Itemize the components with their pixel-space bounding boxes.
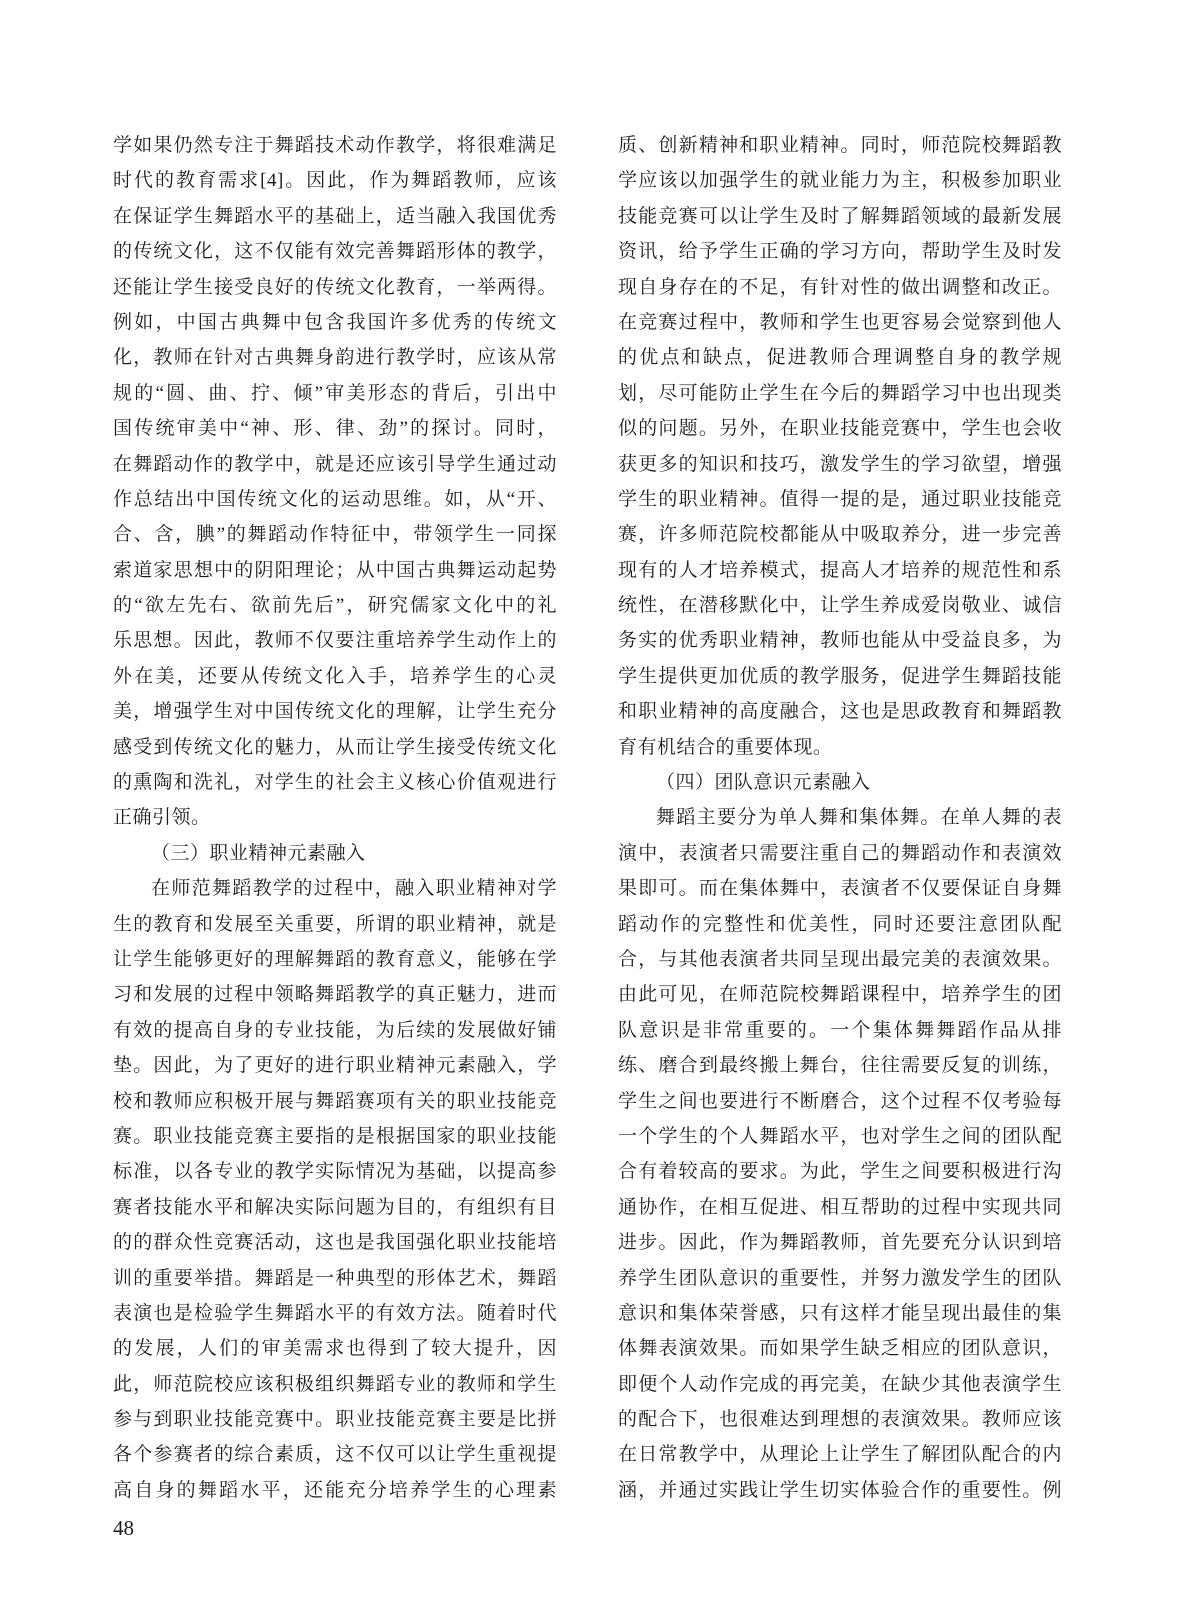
- text-line: 果即可。而在集体舞中，表演者不仅要保证自身舞: [618, 878, 1062, 900]
- text-line: 的优点和缺点，促进教师合理调整自身的教学规: [618, 347, 1062, 369]
- text-line: 统性，在潜移默化中，让学生养成爱岗敬业、诚信: [618, 595, 1062, 617]
- text-line: 学生提供更加优质的教学服务，促进学生舞蹈技能: [618, 665, 1062, 687]
- text-line: 高自身的舞蹈水平，还能充分培养学生的心理素: [113, 1479, 557, 1501]
- text-line: 似的问题。另外，在职业技能竞赛中，学生也会收: [618, 418, 1062, 440]
- text-line: 还能让学生接受良好的传统文化教育，一举两得。: [113, 276, 557, 298]
- text-line: 时代的教育需求[4]。因此，作为舞蹈教师，应该: [113, 170, 557, 192]
- text-line: 外在美，还要从传统文化入手，培养学生的心灵: [113, 665, 557, 687]
- text-line: 作总结出中国传统文化的运动思维。如，从“开、: [113, 488, 557, 510]
- text-line: 在保证学生舞蹈水平的基础上，适当融入我国优秀: [113, 205, 557, 227]
- text-line: 规的“圆、曲、拧、倾”审美形态的背后，引出中: [113, 382, 557, 404]
- text-line: 合有着较高的要求。为此，学生之间要积极进行沟: [618, 1161, 1062, 1183]
- text-line: 涵，并通过实践让学生切实体验合作的重要性。例: [618, 1479, 1062, 1501]
- page-number: 48: [113, 1516, 134, 1540]
- text-line: 在师范舞蹈教学的过程中，融入职业精神对学: [151, 878, 557, 900]
- text-line: 合，与其他表演者共同呈现出最完美的表演效果。: [618, 948, 1062, 970]
- text-line: 现自身存在的不足，有针对性的做出调整和改正。: [618, 276, 1062, 298]
- text-line: 的“欲左先右、欲前先后”，研究儒家文化中的礼: [113, 595, 557, 617]
- text-line: 生的教育和发展至关重要，所谓的职业精神，就是: [113, 913, 557, 935]
- text-line: 赛，许多师范院校都能从中吸取养分，进一步完善: [618, 524, 1062, 546]
- text-line: 进步。因此，作为舞蹈教师，首先要充分认识到培: [618, 1232, 1062, 1254]
- text-line: 各个参赛者的综合素质，这不仅可以让学生重视提: [113, 1444, 557, 1466]
- text-line: 的熏陶和洗礼，对学生的社会主义核心价值观进行: [113, 772, 557, 794]
- text-line: 习和发展的过程中领略舞蹈教学的真正魅力，进而: [113, 984, 557, 1006]
- text-line: 获更多的知识和技巧，激发学生的学习欲望，增强: [618, 453, 1062, 475]
- text-column-left: [113, 128, 557, 1508]
- text-line: 划，尽可能防止学生在今后的舞蹈学习中也出现类: [618, 382, 1062, 404]
- text-line: 意识和集体荣誉感，只有这样才能呈现出最佳的集: [618, 1302, 1062, 1324]
- text-line: 训的重要举措。舞蹈是一种典型的形体艺术，舞蹈: [113, 1267, 557, 1289]
- text-line: 表演也是检验学生舞蹈水平的有效方法。随着时代: [113, 1302, 557, 1324]
- text-line: 在日常教学中，从理论上让学生了解团队配合的内: [618, 1444, 1062, 1466]
- text-line: 美，增强学生对中国传统文化的理解，让学生充分: [113, 701, 557, 723]
- text-line: 合、含，腆”的舞蹈动作特征中，带领学生一同探: [113, 524, 557, 546]
- text-line: 质、创新精神和职业精神。同时，师范院校舞蹈教: [618, 135, 1062, 156]
- text-line: 即便个人动作完成的再完美，在缺少其他表演学生: [618, 1373, 1062, 1395]
- text-column-right: [618, 128, 1062, 1508]
- text-line: 一个学生的个人舞蹈水平，也对学生之间的团队配: [618, 1125, 1062, 1147]
- text-line: 的发展，人们的审美需求也得到了较大提升，因: [113, 1338, 557, 1360]
- text-line: 学生之间也要进行不断磨合，这个过程不仅考验每: [618, 1090, 1062, 1112]
- section-heading: （四）团队意识元素融入: [656, 772, 871, 794]
- text-line: 资讯，给予学生正确的学习方向，帮助学生及时发: [618, 241, 1062, 263]
- text-line: 垫。因此，为了更好的进行职业精神元素融入，学: [113, 1055, 557, 1077]
- text-line: 和职业精神的高度融合，这也是思政教育和舞蹈教: [618, 701, 1062, 723]
- text-line: 此，师范院校应该积极组织舞蹈专业的教师和学生: [113, 1373, 557, 1395]
- text-line: 在舞蹈动作的教学中，就是还应该引导学生通过动: [113, 453, 557, 475]
- text-line: 蹈动作的完整性和优美性，同时还要注意团队配: [618, 913, 1062, 935]
- text-line: 学应该以加强学生的就业能力为主，积极参加职业: [618, 170, 1062, 192]
- text-line: 学生的职业精神。值得一提的是，通过职业技能竞: [618, 488, 1062, 510]
- text-line: 现有的人才培养模式，提高人才培养的规范性和系: [618, 559, 1062, 581]
- text-line: 标准，以各专业的教学实际情况为基础，以提高参: [113, 1161, 557, 1183]
- text-line: 有效的提高自身的专业技能，为后续的发展做好铺: [113, 1019, 557, 1041]
- section-heading: （三）职业精神元素融入: [151, 842, 366, 864]
- text-line: 由此可见，在师范院校舞蹈课程中，培养学生的团: [618, 984, 1062, 1006]
- text-line: 育有机结合的重要体现。: [618, 736, 833, 758]
- text-line: 正确引领。: [113, 807, 211, 829]
- text-line: 例如，中国古典舞中包含我国许多优秀的传统文: [113, 311, 557, 333]
- text-line: 化，教师在针对古典舞身韵进行教学时，应该从常: [113, 347, 557, 369]
- text-line: 索道家思想中的阴阳理论；从中国古典舞运动起势: [113, 559, 557, 581]
- text-line: 养学生团队意识的重要性，并努力激发学生的团队: [618, 1267, 1062, 1289]
- text-line: 舞蹈主要分为单人舞和集体舞。在单人舞的表: [656, 807, 1062, 829]
- text-line: 的的群众性竞赛活动，这也是我国强化职业技能培: [113, 1232, 557, 1254]
- text-line: 演中，表演者只需要注重自己的舞蹈动作和表演效: [618, 842, 1062, 864]
- text-line: 技能竞赛可以让学生及时了解舞蹈领域的最新发展: [618, 205, 1062, 227]
- text-line: 让学生能够更好的理解舞蹈的教育意义，能够在学: [113, 948, 557, 970]
- text-line: 感受到传统文化的魅力，从而让学生接受传统文化: [113, 736, 557, 758]
- text-line: 队意识是非常重要的。一个集体舞舞蹈作品从排: [618, 1019, 1062, 1041]
- text-line: 练、磨合到最终搬上舞台，往往需要反复的训练，: [618, 1055, 1062, 1077]
- text-line: 在竞赛过程中，教师和学生也更容易会觉察到他人: [618, 311, 1062, 333]
- text-line: 乐思想。因此，教师不仅要注重培养学生动作上的: [113, 630, 557, 652]
- text-line: 通协作，在相互促进、相互帮助的过程中实现共同: [618, 1196, 1062, 1218]
- text-line: 学如果仍然专注于舞蹈技术动作教学，将很难满足: [113, 135, 557, 156]
- text-line: 的配合下，也很难达到理想的表演效果。教师应该: [618, 1409, 1062, 1431]
- text-line: 务实的优秀职业精神，教师也能从中受益良多，为: [618, 630, 1062, 652]
- text-line: 赛者技能水平和解决实际问题为目的，有组织有目: [113, 1196, 557, 1218]
- text-line: 国传统审美中“神、形、律、劲”的探讨。同时，: [113, 418, 557, 440]
- text-line: 参与到职业技能竞赛中。职业技能竞赛主要是比拼: [113, 1409, 557, 1431]
- text-line: 体舞表演效果。而如果学生缺乏相应的团队意识，: [618, 1338, 1062, 1360]
- text-line: 校和教师应积极开展与舞蹈赛项有关的职业技能竞: [113, 1090, 557, 1112]
- text-line: 赛。职业技能竞赛主要指的是根据国家的职业技能: [113, 1125, 557, 1147]
- text-line: 的传统文化，这不仅能有效完善舞蹈形体的教学，: [113, 241, 557, 263]
